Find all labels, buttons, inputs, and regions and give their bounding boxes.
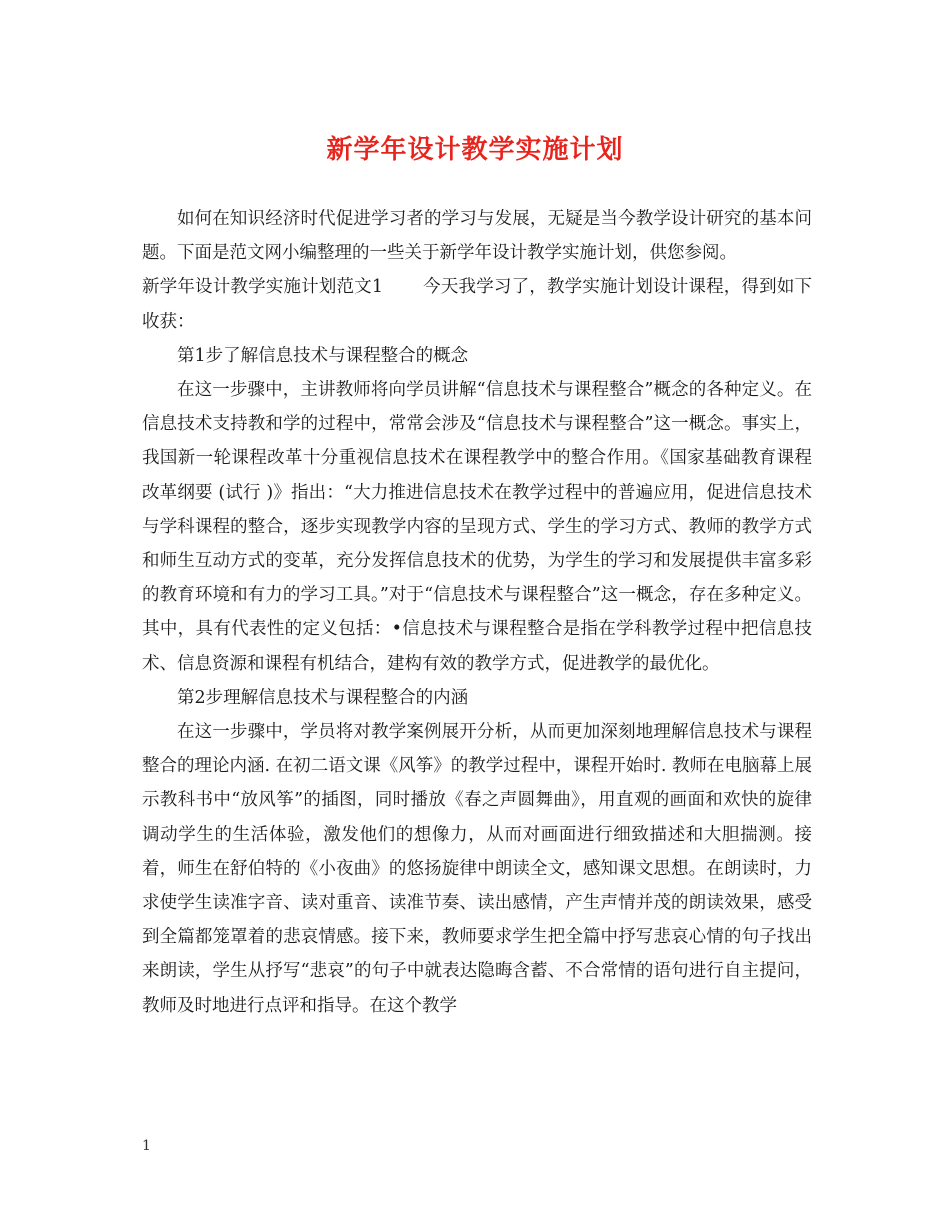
step2-heading: 第2步理解信息技术与课程整合的内涵 (177, 687, 469, 708)
intro-paragraph: 如何在知识经济时代促进学习者的学习与发展，无疑是当今教学设计研究的基本问题。下面是范文网小编整理的一些关于新学年设计教学实施计划，供您参阅。 (142, 209, 812, 264)
step1-paragraph: 在这一步骤中，主讲教师将向学员讲解“信息技术与课程整合”概念的各种定义。在信息技术支持教和学的过程中，常常会涉及“信息技术与课程整合”这一概念。事实上，我国新一轮课程改革十分重视信息技术在课程教学中的整合作用。《国家基础教育课程改革纲要 (试行 )》指出：“大力推进信息技术在教学过程中的普遍应用，促进信息技术与学科课程的整合，逐步实现教学内容的呈现方式、学生的学习方式、教师的教学方式和师生互动方式的变革，充分发挥信息技术的优势，为学生的学习和发展提供丰富多彩的教育环境和有力的学习工具。”对于“信息技术与课程整合”这一概念，存在多种定义。其中，具有代表性的定义包括：•信息技术与课程整合是指在学科教学过程中把信息技术、信息资源和课程有机结合，建构有效的教学方式，促进教学的最优化。 (142, 380, 812, 674)
step1-heading: 第1步了解信息技术与课程整合的概念 (177, 345, 469, 366)
page-number: 1 (142, 1138, 151, 1154)
document-title: 新学年设计教学实施计划 (326, 135, 624, 165)
document-body (142, 202, 812, 1023)
sample-heading: 新学年设计教学实施计划范文1 (142, 277, 383, 298)
sample-lead: 今天我学习了，教学实施计划设计课程，得到如下收获： (142, 277, 812, 332)
sample-line (142, 270, 812, 338)
step2-paragraph: 在这一步骤中，学员将对教学案例展开分析，从而更加深刻地理解信息技术与课程整合的理论内涵. 在初二语文课《风筝》的教学过程中，课程开始时. 教师在电脑幕上展示教科书中“放风筝”的插图，同时播放《春之声圆舞曲》，用直观的画面和欢快的旋律调动学生的生活体验，激发他们的想像力，从而对画面进行细致描述和大胆揣测。接着，师生在舒伯特的《小夜曲》的悠扬旋律中朗读全文，感知课文思想。在朗读时，力求使学生读准字音、读对重音、读准节奏、读出感情，产生声情并茂的朗读效果，感受到全篇都笼罩着的悲哀情感。接下来，教师要求学生把全篇中抒写悲哀心情的句子找出来朗读，学生从抒写“悲哀”的句子中就表达隐晦含蓄、不合常情的语句进行自主提问，教师及时地进行点评和指导。在这个教学 (142, 722, 812, 1016)
